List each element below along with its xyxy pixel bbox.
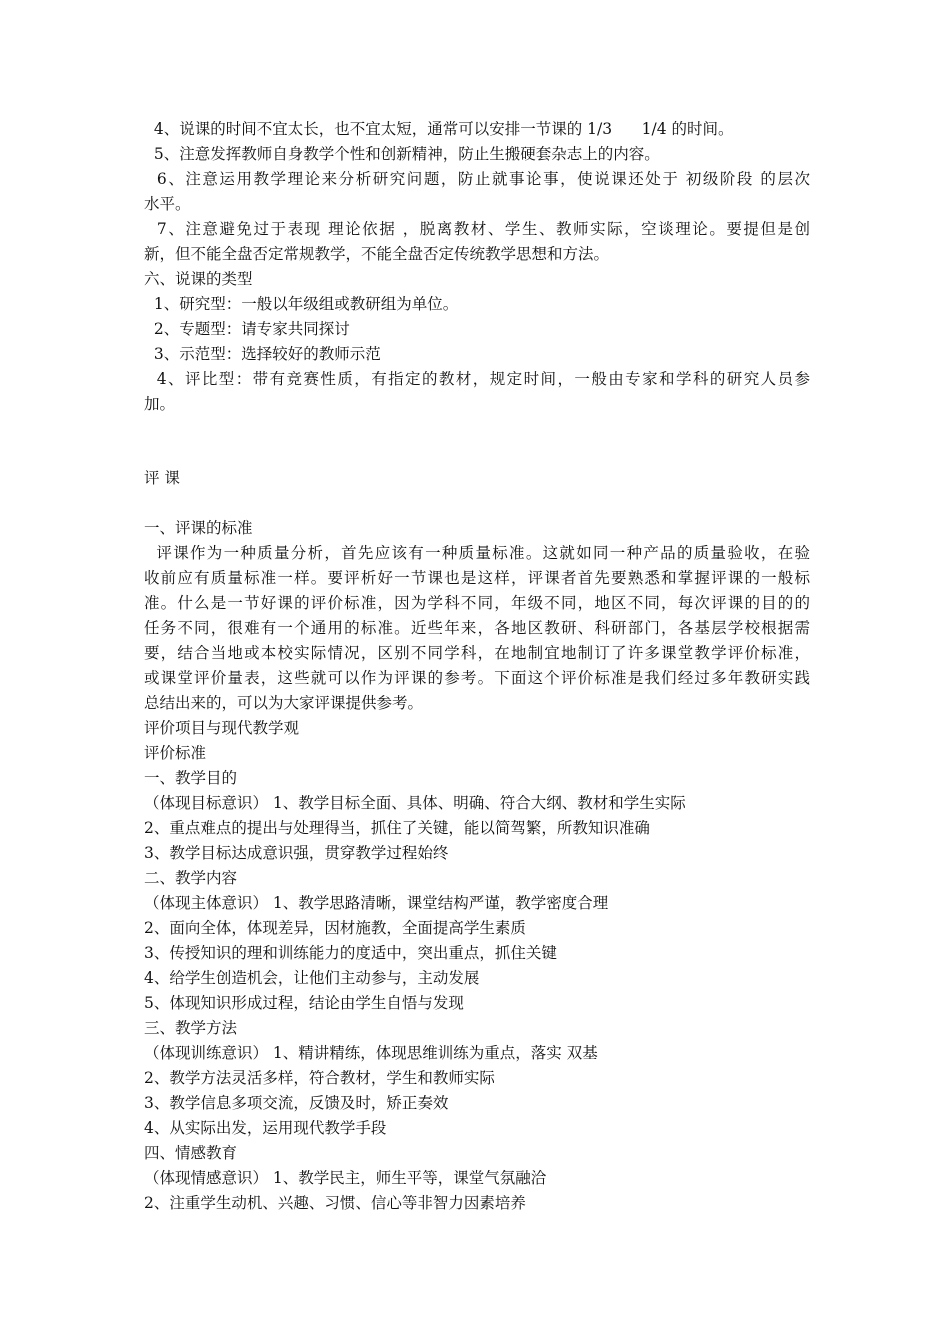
text-line: 或课堂评价量表，这些就可以作为评课的参考。下面这个评价标准是我们经过多年教研实践: [144, 669, 810, 687]
text-line: 加。: [144, 395, 176, 413]
text-line: 评课作为一种质量分析，首先应该有一种质量标准。这就如同一种产品的质量验收，在验: [144, 544, 810, 562]
text-line: 收前应有质量标准一样。要评析好一节课也是这样，评课者首先要熟悉和掌握评课的一般标: [144, 569, 810, 587]
section-heading: 六、说课的类型: [144, 270, 253, 288]
section-heading: 三、教学方法: [144, 1019, 238, 1037]
text-line: 3、教学目标达成意识强，贯穿教学过程始终: [144, 844, 449, 862]
section-heading: 一、评课的标准: [144, 519, 253, 537]
text-line: 新，但不能全盘否定常规教学，不能全盘否定传统教学思想和方法。: [144, 245, 610, 263]
text-line: 总结出来的，可以为大家评课提供参考。: [144, 694, 424, 712]
text-line: 要，结合当地或本校实际情况，区别不同学科，在地制宜地制订了许多课堂教学评价标准，: [144, 644, 810, 662]
text-line: 2、注重学生动机、兴趣、习惯、信心等非智力因素培养: [144, 1194, 526, 1212]
text-line: 7、注意避免过于表现 理论依据 ，脱离教材、学生、教师实际，空谈理论。要提但是创: [144, 220, 810, 238]
text-line: 2、专题型：请专家共同探讨: [144, 320, 350, 338]
text-line: 水平。: [144, 195, 191, 213]
page-title: 评 课: [144, 469, 180, 487]
text-line: 2、重点难点的提出与处理得当，抓住了关键，能以简驾繁，所教知识准确: [144, 819, 650, 837]
text-line: 5、体现知识形成过程，结论由学生自悟与发现: [144, 994, 464, 1012]
text-line: 6、注意运用教学理论来分析研究问题，防止就事论事，使说课还处于 初级阶段 的层次: [144, 170, 810, 188]
section-heading: 二、教学内容: [144, 869, 238, 887]
text-line: （体现主体意识） 1、教学思路清晰，课堂结构严谨，教学密度合理: [144, 894, 609, 912]
text-line: 2、教学方法灵活多样，符合教材，学生和教师实际: [144, 1069, 495, 1087]
section-heading: 四、情感教育: [144, 1144, 238, 1162]
text-line: 2、面向全体，体现差异，因材施教，全面提高学生素质: [144, 919, 526, 937]
section-heading: 一、教学目的: [144, 769, 238, 787]
text-line: （体现情感意识） 1、教学民主，师生平等，课堂气氛融洽: [144, 1169, 547, 1187]
text-line: 准。什么是一节好课的评价标准，因为学科不同，年级不同，地区不同，每次评课的目的的: [144, 594, 810, 612]
text-line: 5、注意发挥教师自身教学个性和创新精神，防止生搬硬套杂志上的内容。: [144, 145, 660, 163]
text-line: 评价标准: [144, 744, 207, 762]
text-line: 4、评比型：带有竞赛性质，有指定的教材，规定时间，一般由专家和学科的研究人员参: [144, 370, 810, 388]
text-line: 评价项目与现代教学观: [144, 719, 300, 737]
text-line: 1、研究型：一般以年级组或教研组为单位。: [144, 295, 459, 313]
text-line: 3、示范型：选择较好的教师示范: [144, 345, 381, 363]
text-line: 4、说课的时间不宜太长，也不宜太短，通常可以安排一节课的 1/3 1/4 的时间。: [144, 120, 734, 138]
text-line: 4、给学生创造机会，让他们主动参与，主动发展: [144, 969, 480, 987]
text-line: 3、教学信息多项交流，反馈及时，矫正奏效: [144, 1094, 449, 1112]
text-line: （体现训练意识） 1、精讲精练，体现思维训练为重点，落实 双基: [144, 1044, 598, 1062]
text-line: （体现目标意识） 1、教学目标全面、具体、明确、符合大纲、教材和学生实际: [144, 794, 686, 812]
text-line: 任务不同，很难有一个通用的标准。近些年来，各地区教研、科研部门，各基层学校根据需: [144, 619, 810, 637]
text-line: 4、从实际出发，运用现代教学手段: [144, 1119, 387, 1137]
text-line: 3、传授知识的理和训练能力的度适中，突出重点，抓住关键: [144, 944, 557, 962]
